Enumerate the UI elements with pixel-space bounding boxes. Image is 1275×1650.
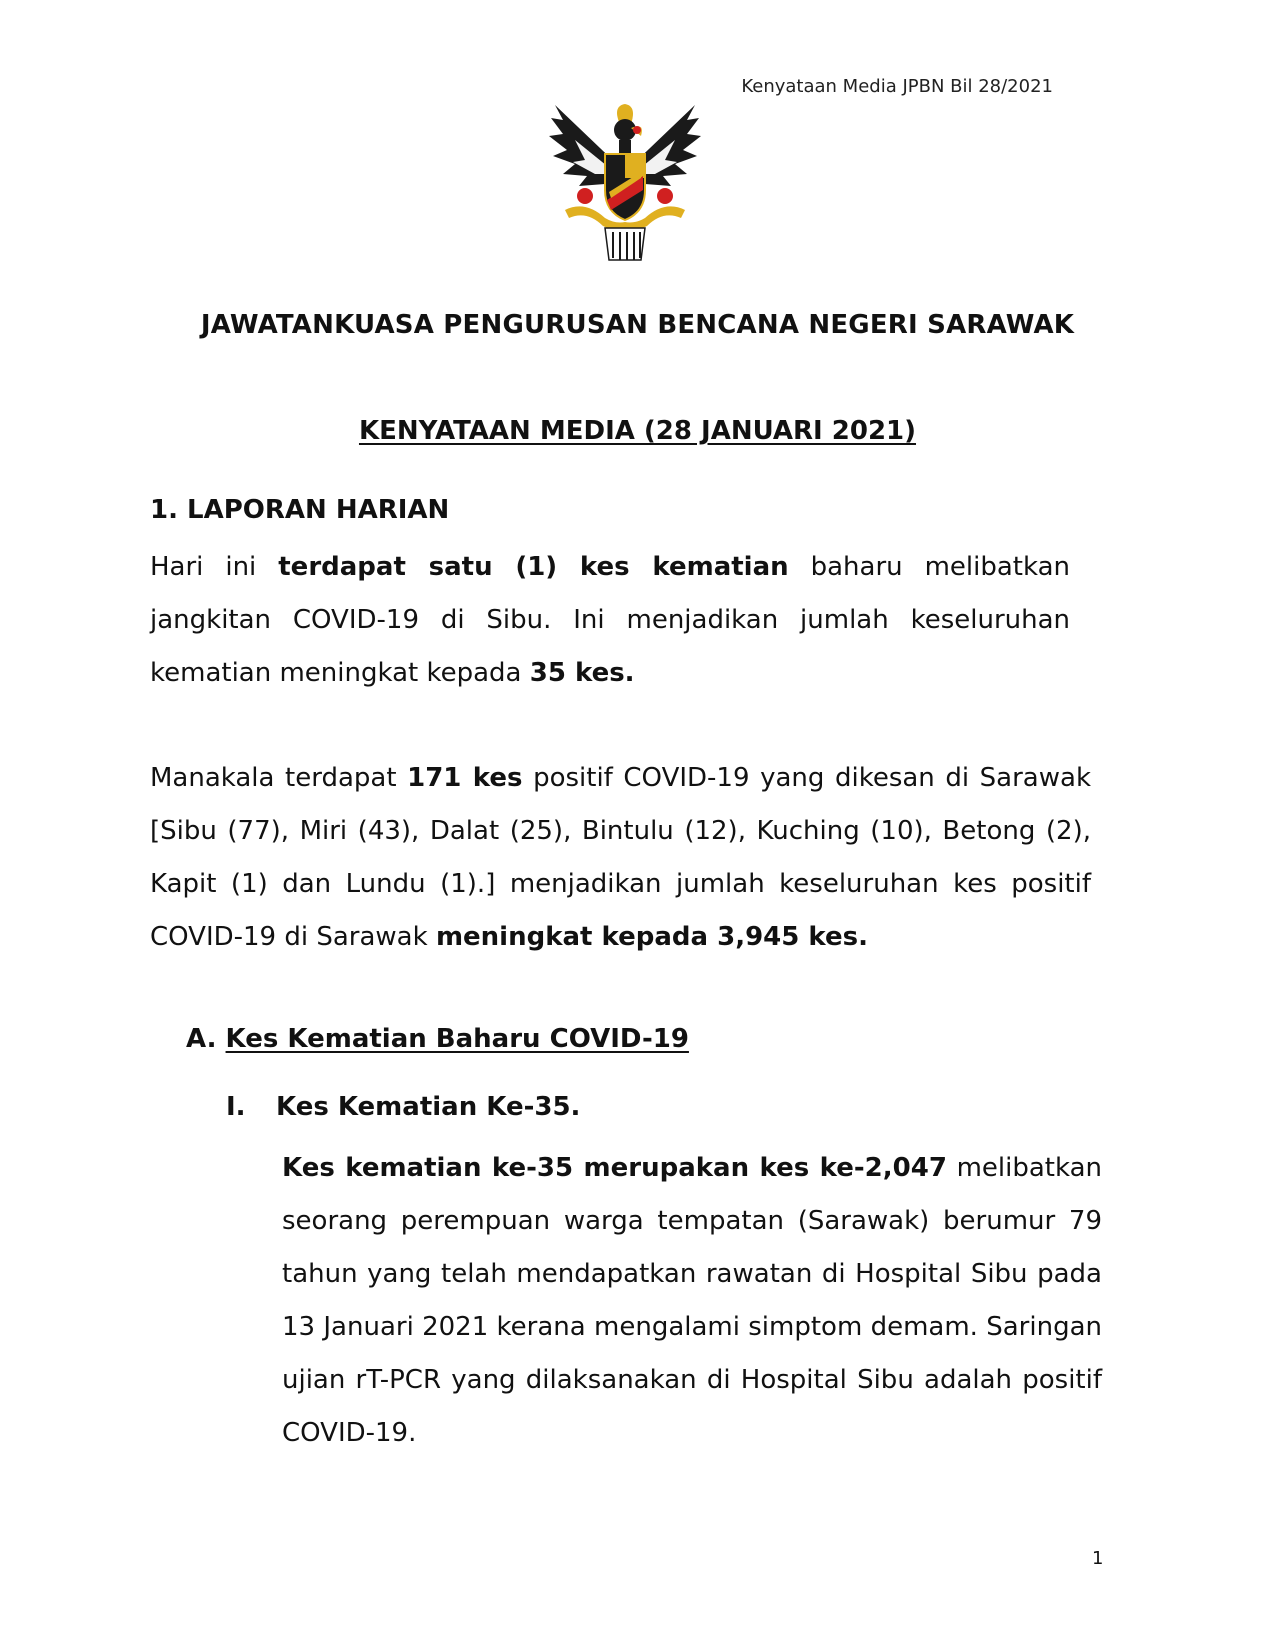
subsection-heading-a <box>186 1024 689 1054</box>
statement-title-text: KENYATAAN MEDIA (28 JANUARI 2021) <box>358 416 917 446</box>
daily-report-paragraph <box>150 541 1070 700</box>
bold-text: 171 kes <box>407 763 523 793</box>
text-run: melibatkan seorang perempuan warga tempatan (Sarawak) berumur 79 tahun yang telah mendapatkan rawatan di Hospital Sibu pada 13 Januari 2021 kerana mengalami simptom demam. Saringan ujian rT-PCR yang dilaksanakan di Hospital Sibu adalah positif COVID-19. <box>282 1153 1102 1448</box>
subsection-prefix: A. <box>186 1024 217 1054</box>
subsection-heading-i <box>226 1092 580 1122</box>
positive-cases-paragraph <box>150 752 1091 964</box>
death-case-paragraph <box>282 1142 1102 1460</box>
document-reference: Kenyataan Media JPBN Bil 28/2021 <box>741 76 1053 97</box>
text-run: Hari ini <box>150 552 279 582</box>
bold-text: meningkat kepada 3,945 kes. <box>435 922 868 952</box>
subsection-title: Kes Kematian Baharu COVID-19 <box>225 1024 689 1054</box>
sarawak-coat-of-arms-logo <box>545 100 705 270</box>
text-run: positif COVID-19 yang dikesan di Sarawak [Sibu (77), Miri (43), Dalat (25), Bintulu (12), Kuching (10), Betong (2), Kapit (1) dan Lundu (1).] menjadikan jumlah keseluruhan kes positif COVID-19 di Sarawak <box>150 763 1091 952</box>
statement-title <box>0 416 1275 446</box>
text-run: Manakala terdapat <box>150 763 408 793</box>
bold-text: terdapat satu (1) kes kematian <box>278 552 789 582</box>
bold-text: 35 kes. <box>529 658 635 688</box>
page-number: 1 <box>1092 1548 1104 1569</box>
text-run: baharu melibatkan jangkitan COVID-19 di Sibu. Ini menjadikan jumlah keseluruhan kematian meningkat kepada <box>150 552 1070 688</box>
subsection-number: I. <box>226 1092 246 1122</box>
organization-name: JAWATANKUASA PENGURUSAN BENCANA NEGERI SARAWAK <box>200 310 1075 340</box>
subsection-title: Kes Kematian Ke-35. <box>276 1092 581 1122</box>
section-heading: 1. LAPORAN HARIAN <box>150 495 450 525</box>
bold-text: Kes kematian ke-35 merupakan kes ke-2,047 <box>282 1153 947 1183</box>
